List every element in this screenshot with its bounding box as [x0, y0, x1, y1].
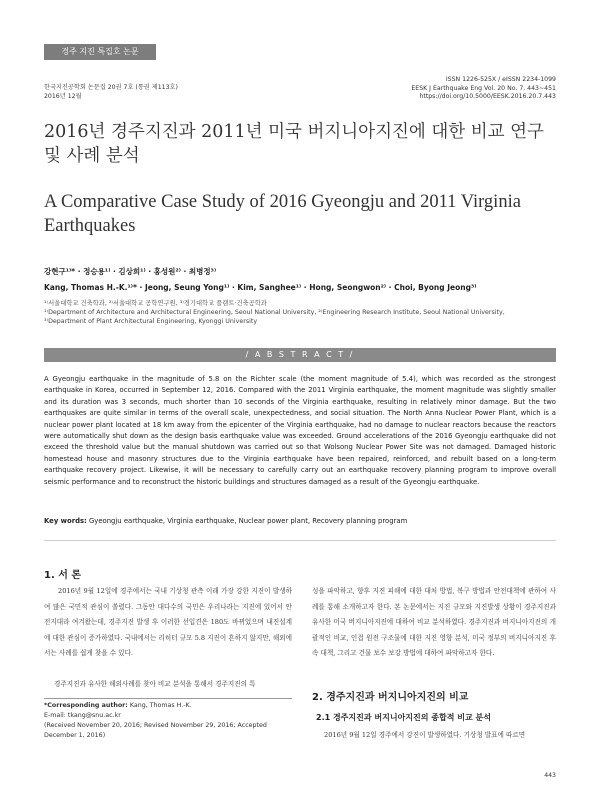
corresponding-author-name: Kang, Thomas H.-K. — [129, 702, 192, 709]
keywords-label: Key words: — [44, 517, 87, 525]
section-1-paragraph-1: 2016년 9월 12일에 경주에서는 국내 기상청 관측 이래 가장 강한 지진이 발생하여 많은 국민적 관심이 쏠렸다. 그동안 대다수의 국민은 우리나라는 지진에 있어서 안전지대라 여겨왔는데, 경주지진 발생 후 이러한 선입견은 180도 바뀌었으며 내진설계에 대한 관심이 증가하였다. 국내에서는 리히터 규모 5.8 지진이 흔하지 않지만, 해외에서는 사례를 쉽게 찾을 수 있다. — [44, 587, 292, 657]
column-2-paragraph: 성을 파악하고, 향후 지진 피해에 대한 대처 방법, 복구 방법과 안전대책에 관하여 사례를 통해 소개하고자 한다. 본 논문에서는 지진 규모와 지진발생 상황이 경주지진과 유사한 미국 버지니아지진에 대하여 비교 분석하였다. 경주지진과 버지니아지진의 개괄적인 비교, 인접 원전 구조물에 대한 지진 영향 분석, 미국 정부의 버지니아지진 후속 대책, 그리고 건물 보수 보강 방법에 대하여 파악하고자 한다. — [312, 587, 556, 657]
section-2-1-paragraph: 2016년 9월 12일 경주에서 강진이 발생하였다. 기상청 발표에 따르면 — [324, 731, 526, 739]
doi-link[interactable]: https://doi.org/10.5000/EESK.2016.20.7.443 — [419, 93, 556, 101]
footnote-divider — [44, 698, 292, 699]
page-number: 443 — [544, 772, 556, 779]
journal-date: 2016년 12월 — [44, 92, 82, 100]
section-2-heading: 2. 경주지진과 버지니아지진의 비교 — [312, 692, 469, 703]
affiliation-english-2: ³⁾Department of Plant Architectural Engineering, Kyonggi University — [44, 318, 258, 325]
journal-info-en — [300, 76, 556, 102]
keywords — [44, 517, 556, 525]
special-issue-badge: 경주 지진 특집호 논문 — [44, 44, 156, 60]
issn: ISSN 1226-525X / eISSN 2234-1099 — [445, 76, 556, 83]
section-2-1-heading: 2.1 경주지진과 버지니아지진의 종합적 비교 분석 — [316, 713, 491, 722]
title-english: A Comparative Case Study of 2016 Gyeongju and 2011 Virginia Earthquakes — [44, 192, 521, 236]
title-korean: 2016년 경주지진과 2011년 미국 버지니아지진에 대한 비교 연구 및 사례 분석 — [44, 122, 544, 166]
journal-issue: 한국지진공학회 논문집 20권 7호 (통권 제113호) — [44, 84, 178, 91]
section-divider — [44, 540, 556, 541]
section-1-paragraph-2: 경주지진과 유사한 해외사례를 찾아 비교 분석을 통해서 경주지진의 특 — [54, 680, 256, 688]
abstract-text: A Gyeongju earthquake in the magnitude of 5.8 on the Richter scale (the moment magnitude of 5.4), which was recorded as the strongest earthquake in Korea, occurred in September 12, 2016. Compared with the 2011 Virginia earthquake, the moment magnitude was slightly smaller and its duration was 3 seconds, much shorter than 10 seconds of the Virginia earthquake, resulting in relatively minor damage. But the two earthquakes are quite similar in terms of the overall scale, unexpectedness, and social situation. The North Anna Nuclear Power Plant, which is a nuclear power plant located at 18 km away from the epicenter of the Virginia earthquake, had no damage to nuclear reactors because the reactors were automatically shut down as the design basis earthquake value was exceeded. Ground accelerations of the 2016 Gyeongju earthquake did not exceed the threshold value but the manual shutdown was carried out so that Wolsong Nuclear Power Site was not damaged. Damaged historic homestead house and masonry structures due to the Virginia earthquake have been repaired, reinforced, and rebuilt based on a long-term earthquake recovery project. Likewise, it will be necessary to carefully carry out an earthquake recovery planning program to improve overall seismic performance and to reconstruct the historic buildings and structures damaged as a result of the Gyeongju earthquake. — [44, 375, 556, 486]
affiliation-english-1: ¹⁾Department of Architecture and Architectural Engineering, Seoul National University, ²⁾Engineering Research Institute, Seoul National University, — [44, 309, 505, 316]
received-dates: (Received November 20, 2016; Revised November 29, 2016; Accepted December 1, 2016) — [44, 722, 267, 739]
affiliation-korean: ¹⁾서울대학교 건축학과, ²⁾서울대학교 공학연구원, ³⁾경기대학교 플랜트·건축공학과 — [44, 300, 267, 307]
keywords-list: Gyeongju earthquake, Virginia earthquake, Nuclear power plant, Recovery planning program — [88, 517, 408, 525]
footnote — [44, 701, 292, 741]
authors-english: Kang, Thomas H.-K.¹⁾* · Jeong, Seung Yong¹⁾ · Kim, Sanghee¹⁾ · Hong, Seongwon²⁾ · Choi, Byong Jeong³⁾ — [44, 283, 477, 292]
journal-info-ko — [44, 84, 178, 101]
corresponding-author-label: *Corresponding author: — [44, 702, 128, 709]
journal-volume: EESK J Earthquake Eng Vol. 20 No. 7. 443~451 — [411, 84, 556, 92]
section-1-heading: 1. 서 론 — [44, 570, 82, 581]
abstract-header: / A B S T R A C T / — [44, 348, 556, 362]
author-email[interactable]: E-mail: tkang@snu.ac.kr — [44, 712, 121, 719]
authors-korean: 강현구¹⁾* · 정승용¹⁾ · 김상희¹⁾ · 홍성원²⁾ · 최병정³⁾ — [44, 267, 217, 276]
affiliations — [44, 299, 564, 326]
